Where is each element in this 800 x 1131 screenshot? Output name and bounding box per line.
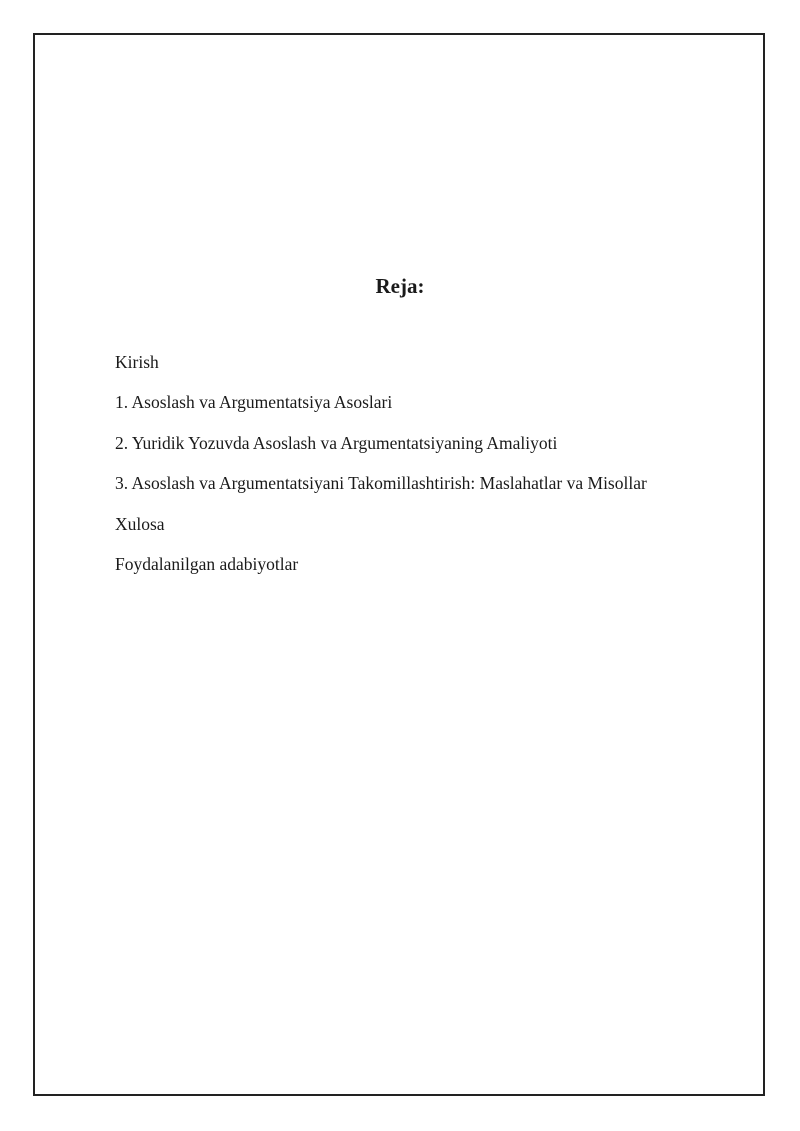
contents-item-chapter-1: 1. Asoslash va Argumentatsiya Asoslari [115,392,393,413]
contents-item-introduction: Kirish [115,352,159,372]
contents-item-chapter-3: 3. Asoslash va Argumentatsiyani Takomillashtirish: Maslahatlar va Misollar [115,473,647,494]
table-of-contents [115,350,647,592]
contents-item-conclusion: Xulosa [115,513,165,534]
page-title: Reja: [375,274,425,298]
contents-item-chapter-2: 2. Yuridik Yozuvda Asoslash va Argumentatsiyaning Amaliyoti [115,432,558,453]
contents-item-references: Foydalanilgan adabiyotlar [115,553,299,574]
